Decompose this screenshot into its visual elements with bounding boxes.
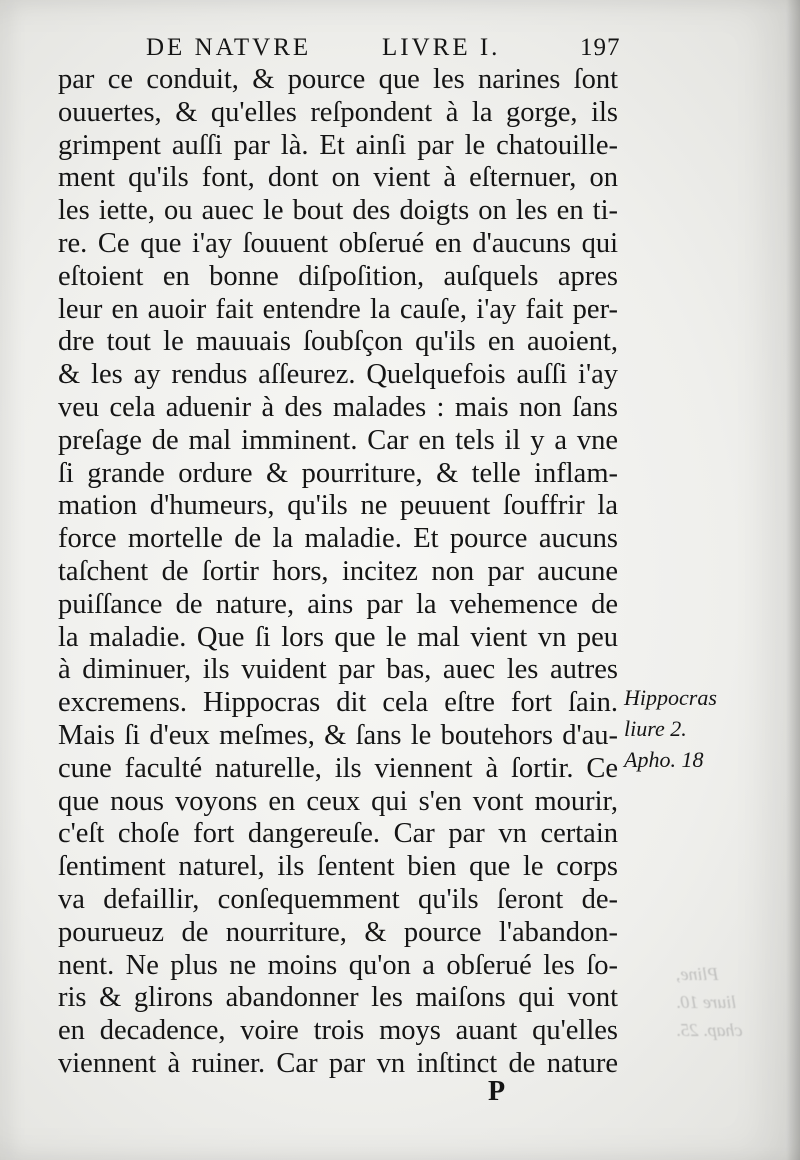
text-line: cune faculté naturelle, ils viennent à ſortir. Ce (58, 752, 618, 784)
text-line: ſi grande ordure & pourriture, & telle inflam- (58, 457, 618, 489)
running-header (138, 34, 638, 66)
text-line: Mais ſi d'eux meſmes, & ſans le boutehors d'au- (58, 719, 618, 751)
text-line: taſchent de ſortir hors, incitez non par aucune (58, 555, 618, 587)
marginal-note-line: Hippocras (624, 685, 717, 710)
text-line: dre tout le mauuais ſoubſçon qu'ils en auoient, (58, 326, 618, 358)
running-title-book: LIVRE I. (382, 34, 501, 61)
bleed-through-note (676, 960, 776, 1044)
text-line: grimpent auſſi par là. Et ainſi par le chatouille- (58, 129, 618, 161)
text-line: par ce conduit, & pource que les narines ſont (58, 64, 618, 95)
text-line: ment qu'ils font, dont on vient à eſternuer, on (58, 162, 618, 194)
text-line: re. Ce que i'ay ſouuent obſerué en d'aucuns qui (58, 227, 618, 259)
text-line: que nous voyons en ceux qui s'en vont mourir, (58, 785, 618, 817)
text-line: ouuertes, & qu'elles reſpondent à la gorge, ils (58, 96, 618, 128)
text-line: viennent à ruiner. Car par vn inſtinct de nature (58, 1047, 618, 1079)
text-line: puiſſance de nature, ains par la vehemence de (58, 588, 618, 620)
text-line: la maladie. Que ſi lors que le mal vient vn peu (58, 621, 618, 653)
text-line: preſage de mal imminent. Car en tels il y a vne (58, 424, 618, 456)
text-line: leur en auoir fait entendre la cauſe, i'ay fait per- (58, 293, 618, 325)
text-line: eſtoient en bonne diſpoſition, auſquels apres (58, 260, 618, 292)
text-line: veu cela aduenir à des malades : mais non ſans (58, 391, 618, 423)
text-line: à diminuer, ils vuident par bas, auec les autres (58, 654, 618, 686)
text-line: en decadence, voire trois moys auant qu'elles (58, 1015, 618, 1047)
text-line: & les ay rendus aſſeurez. Quelquefois auſſi i'ay (58, 359, 618, 391)
page-number: 197 (580, 34, 621, 61)
marginal-note (624, 682, 764, 775)
text-line: les iette, ou auec le bout des doigts on les en ti- (58, 195, 618, 227)
text-line: pourueuz de nourriture, & pource l'abandon- (58, 916, 618, 948)
text-line: excremens. Hippocras dit cela eſtre fort ſain. (58, 687, 618, 719)
page-gutter-shadow (786, 0, 800, 1160)
marginal-note-line: Apho. 18 (624, 747, 704, 772)
text-line: va defaillir, conſequemment qu'ils ſeront de- (58, 883, 618, 915)
bleed-through-line: liure 10. (676, 992, 737, 1012)
text-line: mation d'humeurs, qu'ils ne peuuent ſouffrir la (58, 490, 618, 522)
text-line: ris & glirons abandonner les maiſons qui vont (58, 982, 618, 1014)
text-line: ſentiment naturel, ils ſentent bien que le corps (58, 851, 618, 883)
body-text (58, 64, 628, 1081)
marginal-note-line: liure 2. (624, 716, 687, 741)
bleed-through-line: Pline, (676, 964, 719, 984)
signature-mark: P (488, 1076, 506, 1107)
text-line: c'eſt choſe fort dangereuſe. Car par vn certain (58, 818, 618, 850)
bleed-through-line: chap. 25. (676, 1020, 743, 1040)
text-line: force mortelle de la maladie. Et pource aucuns (58, 523, 618, 555)
text-line: nent. Ne plus ne moins qu'on a obſerué les ſo- (58, 949, 618, 981)
running-title-left: DE NATVRE (146, 34, 312, 61)
